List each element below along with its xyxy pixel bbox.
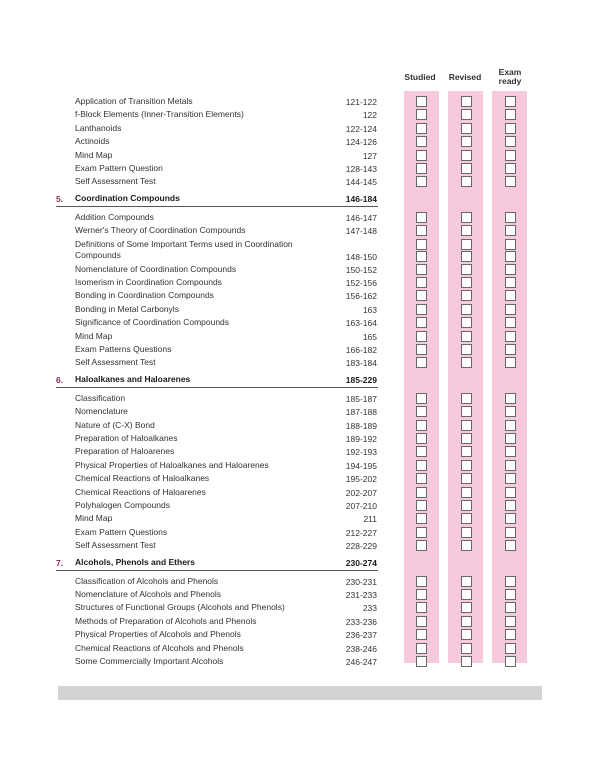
exam-ready-checkbox[interactable] (505, 176, 516, 187)
topic-page-range: 212-227 (345, 527, 377, 538)
topic-title: Lanthanoids (75, 122, 122, 133)
chapter-page-range: 146-184 (345, 193, 377, 204)
exam-ready-checkbox[interactable] (505, 212, 516, 223)
studied-checkbox[interactable] (416, 96, 427, 107)
topic-row (0, 500, 600, 512)
topic-page-range: 148-150 (345, 251, 377, 262)
topic-title: Application of Transition Metals (75, 96, 193, 106)
topic-title: Nomenclature of Alcohols and Phenols (75, 589, 222, 599)
exam-ready-checkbox[interactable] (505, 446, 516, 457)
topic-page-range: 152-156 (345, 278, 377, 288)
topic-row (0, 602, 600, 614)
revised-checkbox[interactable] (461, 460, 472, 471)
topic-title: Chemical Reactions of Haloalkanes (75, 473, 210, 484)
topic-page-range: 183-184 (345, 358, 377, 369)
topic-row (0, 331, 600, 343)
topic-row (0, 473, 600, 485)
topic-title: Addition Compounds (75, 211, 154, 222)
topic-page-range: 188-189 (345, 420, 377, 431)
topic-row (0, 176, 600, 188)
studied-checkbox[interactable] (416, 420, 427, 431)
topic-page-range: 192-193 (345, 447, 377, 458)
studied-checkbox[interactable] (416, 136, 427, 147)
topic-row (0, 344, 600, 356)
topic-page-range: 189-192 (345, 434, 377, 444)
topic-row (0, 393, 600, 405)
revised-checkbox[interactable] (461, 331, 472, 342)
topic-title: Chemical Reactions of Alcohols and Phenols (75, 642, 244, 653)
studied-checkbox[interactable] (416, 290, 427, 301)
topic-row (0, 433, 600, 445)
topic-page-range: 233-236 (345, 616, 377, 627)
exam-ready-checkbox[interactable] (505, 225, 516, 236)
topic-title: Physical Properties of Alcohols and Phenols (75, 629, 241, 640)
studied-checkbox[interactable] (416, 616, 427, 627)
revised-checkbox[interactable] (461, 629, 472, 640)
topic-page-range: 122-124 (345, 123, 377, 134)
topic-row (0, 527, 600, 539)
topic-page-range: 185-187 (345, 393, 377, 404)
studied-checkbox[interactable] (416, 317, 427, 328)
revised-checkbox[interactable] (461, 393, 472, 404)
exam-ready-checkbox[interactable] (505, 357, 516, 368)
revised-checkbox[interactable] (461, 150, 472, 161)
exam-ready-checkbox[interactable] (505, 460, 516, 471)
studied-checkbox[interactable] (416, 500, 427, 511)
chapter-heading (0, 193, 600, 205)
chapter-number: 6. (56, 374, 64, 385)
topic-title: Polyhalogen Compounds (75, 500, 170, 510)
revised-checkbox[interactable] (461, 487, 472, 498)
studied-checkbox[interactable] (416, 150, 427, 161)
topic-title: Structures of Functional Groups (Alcohols and Phenols) (75, 602, 285, 613)
topic-title: Self Assessment Test (75, 357, 156, 368)
revised-checkbox[interactable] (461, 602, 472, 613)
revised-checkbox[interactable] (461, 446, 472, 457)
exam-ready-checkbox[interactable] (505, 420, 516, 431)
exam-ready-checkbox[interactable] (505, 109, 516, 120)
revised-checkbox[interactable] (461, 420, 472, 431)
topic-title: f-Block Elements (Inner-Transition Elements) (75, 109, 244, 120)
chapter-underline (56, 387, 378, 388)
revised-checkbox[interactable] (461, 656, 472, 667)
topic-title: Mind Map (75, 513, 113, 524)
chapter-page-range: 230-274 (345, 557, 377, 568)
topic-page-range: 146-147 (345, 212, 377, 223)
topic-page-range: 211 (363, 514, 377, 525)
exam-ready-checkbox[interactable] (505, 513, 516, 524)
topic-title: Preparation of Haloalkanes (75, 433, 178, 443)
studied-checkbox[interactable] (416, 446, 427, 457)
studied-checkbox[interactable] (416, 406, 427, 417)
studied-checkbox[interactable] (416, 513, 427, 524)
topic-title: Nature of (C-X) Bond (75, 419, 155, 430)
topic-row (0, 406, 600, 418)
topic-title: Some Commercially Important Alcohols (75, 656, 224, 666)
revised-checkbox[interactable] (461, 433, 472, 444)
topic-row (0, 446, 600, 458)
studied-checkbox[interactable] (416, 239, 427, 250)
revised-checkbox[interactable] (461, 527, 472, 538)
studied-checkbox[interactable] (416, 277, 427, 288)
revised-checkbox[interactable] (461, 109, 472, 120)
exam-ready-checkbox[interactable] (505, 264, 516, 275)
chapter-title: Haloalkanes and Haloarenes (75, 373, 191, 384)
topic-page-range: 150-152 (345, 264, 377, 275)
exam-ready-checkbox[interactable] (505, 643, 516, 654)
revised-checkbox[interactable] (461, 500, 472, 511)
topic-title: Self Assessment Test (75, 176, 156, 187)
studied-checkbox[interactable] (416, 344, 427, 355)
exam-ready-checkbox[interactable] (505, 576, 516, 587)
revised-checkbox[interactable] (461, 136, 472, 147)
topic-page-range: 207-210 (345, 501, 377, 511)
topic-page-range: 166-182 (345, 345, 377, 355)
topic-row (0, 487, 600, 499)
studied-checkbox[interactable] (416, 357, 427, 368)
topic-page-range: 128-143 (345, 164, 377, 174)
exam-ready-checkbox[interactable] (505, 500, 516, 511)
topic-page-range: 144-145 (345, 177, 377, 188)
topic-title: Self Assessment Test (75, 540, 156, 551)
exam-ready-checkbox[interactable] (505, 616, 516, 627)
topic-page-range: 230-231 (345, 576, 377, 587)
topic-row (0, 277, 600, 289)
topic-row (0, 656, 600, 668)
studied-checkbox[interactable] (416, 576, 427, 587)
revised-checkbox[interactable] (461, 212, 472, 223)
studied-checkbox[interactable] (416, 304, 427, 315)
topic-page-range: 228-229 (345, 541, 377, 552)
studied-checkbox[interactable] (416, 163, 427, 174)
exam-ready-checkbox[interactable] (505, 96, 516, 107)
revised-checkbox[interactable] (461, 277, 472, 288)
studied-checkbox[interactable] (416, 629, 427, 640)
topic-row (0, 212, 600, 224)
revised-checkbox[interactable] (461, 589, 472, 600)
exam-ready-checkbox[interactable] (505, 239, 516, 250)
exam-ready-checkbox[interactable] (505, 527, 516, 538)
studied-checkbox[interactable] (416, 109, 427, 120)
revised-checkbox[interactable] (461, 406, 472, 417)
topic-row (0, 109, 600, 121)
topic-page-range: 231-233 (345, 590, 377, 600)
topic-page-range: 165 (362, 331, 377, 342)
revised-checkbox[interactable] (461, 616, 472, 627)
studied-checkbox[interactable] (416, 176, 427, 187)
topic-page-range: 127 (362, 150, 377, 161)
revised-checkbox[interactable] (461, 251, 472, 262)
topic-row (0, 643, 600, 655)
topic-title: Mind Map (75, 149, 113, 160)
topic-row (0, 150, 600, 162)
chapter-title: Alcohols, Phenols and Ethers (75, 556, 195, 567)
revised-checkbox[interactable] (461, 576, 472, 587)
topic-page-range: 236-237 (345, 630, 377, 641)
revised-checkbox[interactable] (461, 239, 472, 250)
chapter-number: 7. (56, 557, 64, 568)
topic-page-range: 195-202 (345, 474, 377, 485)
topic-title: Classification (75, 392, 126, 403)
revised-header: Revised (448, 72, 482, 82)
topic-page-range: 156-162 (345, 291, 377, 302)
studied-checkbox[interactable] (416, 212, 427, 223)
topic-page-range: 238-246 (345, 643, 377, 654)
chapter-heading (0, 374, 600, 386)
topic-page-range: 233 (362, 603, 377, 614)
topic-row (0, 357, 600, 369)
revised-checkbox[interactable] (461, 163, 472, 174)
topic-title: Chemical Reactions of Haloarenes (75, 486, 206, 497)
studied-checkbox[interactable] (416, 123, 427, 134)
topic-row (0, 225, 600, 237)
studied-checkbox[interactable] (416, 473, 427, 484)
exam-ready-checkbox[interactable] (505, 317, 516, 328)
exam-ready-checkbox[interactable] (505, 163, 516, 174)
revised-checkbox[interactable] (461, 513, 472, 524)
exam-ready-checkbox[interactable] (505, 251, 516, 262)
exam-ready-checkbox[interactable] (505, 136, 516, 147)
topic-row (0, 96, 600, 108)
exam-ready-checkbox[interactable] (505, 406, 516, 417)
topic-row (0, 460, 600, 472)
exam-ready-checkbox[interactable] (505, 304, 516, 315)
studied-checkbox[interactable] (416, 589, 427, 600)
chapter-title: Coordination Compounds (75, 192, 180, 203)
topic-title: Nomenclature of Coordination Compounds (75, 263, 237, 274)
revised-checkbox[interactable] (461, 344, 472, 355)
revised-checkbox[interactable] (461, 357, 472, 368)
topic-row (0, 589, 600, 601)
topic-row (0, 304, 600, 316)
topic-title: Physical Properties of Haloalkanes and Haloarenes (75, 459, 269, 470)
topic-row (0, 576, 600, 588)
exam-ready-checkbox[interactable] (505, 487, 516, 498)
topic-page-range: 163 (362, 304, 377, 315)
topic-row (0, 540, 600, 552)
revised-checkbox[interactable] (461, 473, 472, 484)
exam-ready-checkbox[interactable] (505, 150, 516, 161)
topic-page-range: 187-188 (345, 407, 377, 418)
topic-page-range: 194-195 (345, 460, 377, 471)
exam-ready-checkbox[interactable] (505, 602, 516, 613)
topic-row (0, 264, 600, 276)
revised-checkbox[interactable] (461, 290, 472, 301)
topic-row (0, 629, 600, 641)
revised-checkbox[interactable] (461, 96, 472, 107)
studied-checkbox[interactable] (416, 656, 427, 667)
topic-title: Werner's Theory of Coordination Compounds (75, 225, 246, 236)
studied-checkbox[interactable] (416, 602, 427, 613)
chapter-number: 5. (56, 193, 64, 204)
studied-checkbox[interactable] (416, 393, 427, 404)
topic-title: Definitions of Some Important Terms used in Coordination Compounds (75, 238, 293, 260)
revised-checkbox[interactable] (461, 304, 472, 315)
chapter-underline (56, 206, 378, 207)
exam-ready-checkbox[interactable] (505, 393, 516, 404)
studied-checkbox[interactable] (416, 264, 427, 275)
footer-bar (58, 686, 542, 700)
studied-checkbox[interactable] (416, 433, 427, 444)
revised-checkbox[interactable] (461, 264, 472, 275)
exam-ready-checkbox[interactable] (505, 331, 516, 342)
topic-row (0, 290, 600, 302)
topic-page-range: 147-148 (345, 226, 377, 237)
studied-checkbox[interactable] (416, 643, 427, 654)
exam-ready-checkbox[interactable] (505, 656, 516, 667)
topic-title: Bonding in Coordination Compounds (75, 290, 214, 301)
topic-page-range: 163-164 (345, 318, 377, 329)
revised-checkbox[interactable] (461, 643, 472, 654)
topic-row (0, 616, 600, 628)
exam-ready-checkbox[interactable] (505, 290, 516, 301)
studied-checkbox[interactable] (416, 487, 427, 498)
topic-row (0, 420, 600, 432)
exam-ready-checkbox[interactable] (505, 473, 516, 484)
studied-checkbox[interactable] (416, 527, 427, 538)
topic-page-range: 246-247 (345, 657, 377, 667)
exam-ready-checkbox[interactable] (505, 277, 516, 288)
exam-ready-checkbox[interactable] (505, 589, 516, 600)
chapter-page-range: 185-229 (345, 374, 377, 385)
topic-row (0, 238, 600, 262)
studied-header: Studied (404, 72, 436, 82)
topic-title: Classification of Alcohols and Phenols (75, 575, 219, 586)
revised-checkbox[interactable] (461, 123, 472, 134)
topic-page-range: 122 (362, 110, 377, 121)
revised-checkbox[interactable] (461, 225, 472, 236)
studied-checkbox[interactable] (416, 251, 427, 262)
topic-title: Actinoids (75, 136, 110, 147)
topic-title: Bonding in Metal Carbonyls (75, 303, 179, 314)
topic-title: Mind Map (75, 330, 113, 341)
exam-ready-checkbox[interactable] (505, 433, 516, 444)
revised-checkbox[interactable] (461, 317, 472, 328)
topic-title: Methods of Preparation of Alcohols and Phenols (75, 615, 257, 626)
revised-checkbox[interactable] (461, 540, 472, 551)
topic-row (0, 136, 600, 148)
topic-title: Exam Pattern Question (75, 163, 163, 173)
topic-title: Isomerism in Coordination Compounds (75, 277, 222, 287)
topic-title: Significance of Coordination Compounds (75, 317, 230, 328)
topic-page-range: 121-122 (345, 97, 377, 107)
topic-row (0, 163, 600, 175)
exam-ready-checkbox[interactable] (505, 540, 516, 551)
studied-checkbox[interactable] (416, 331, 427, 342)
topic-row (0, 317, 600, 329)
exam-ready-checkbox[interactable] (505, 123, 516, 134)
exam-ready-checkbox[interactable] (505, 629, 516, 640)
revised-checkbox[interactable] (461, 176, 472, 187)
chapter-heading (0, 557, 600, 569)
exam-ready-header: Exam ready (498, 67, 522, 86)
chapter-underline (56, 570, 378, 571)
studied-checkbox[interactable] (416, 540, 427, 551)
topic-page-range: 202-207 (345, 487, 377, 498)
topic-row (0, 123, 600, 135)
topic-row (0, 513, 600, 525)
studied-checkbox[interactable] (416, 460, 427, 471)
topic-title: Preparation of Haloarenes (75, 446, 175, 457)
topic-title: Exam Pattern Questions (75, 526, 168, 537)
topic-title: Exam Patterns Questions (75, 344, 172, 354)
topic-title: Nomenclature (75, 406, 128, 417)
exam-ready-checkbox[interactable] (505, 344, 516, 355)
topic-page-range: 124-126 (345, 137, 377, 148)
studied-checkbox[interactable] (416, 225, 427, 236)
